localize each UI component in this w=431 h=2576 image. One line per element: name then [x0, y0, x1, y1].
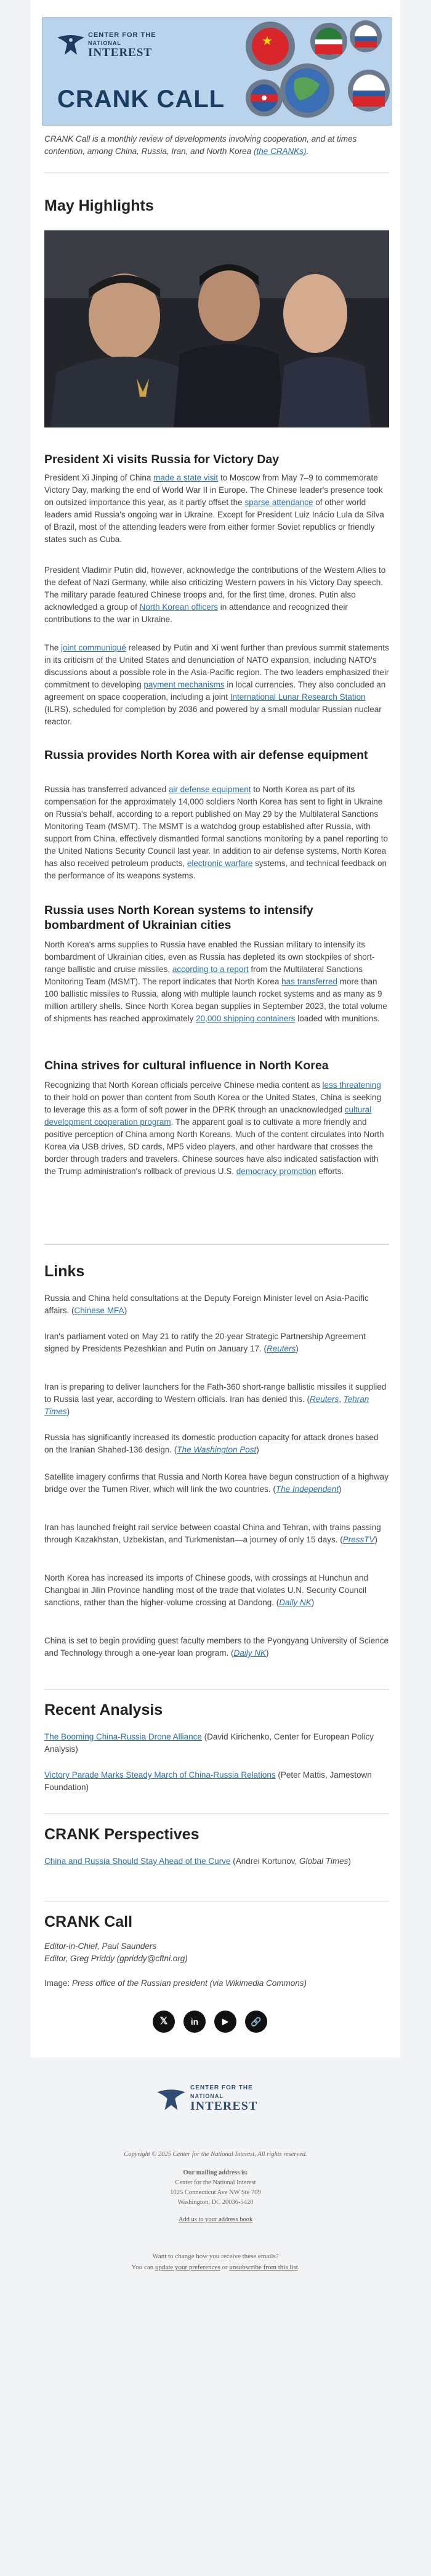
credits-heading: CRANK Call [44, 1913, 133, 1930]
section-paragraph: President Xi Jinping of China made a state visit to Moscow from May 7–9 to commemorate Victory Day, marking the end of World War II in Europe. The Chinese leader's presence took on outsized importance this year, as it partly offset the sparse attendance of other world leaders amid Russia's ongoing war in Ukraine. Except for President Luiz Inácio Lula da Silva of Brazil, most of the attending leaders were from either former Soviet republics or friendly states such as Cuba. [44, 473, 384, 544]
divider [44, 1813, 389, 1814]
section-paragraph: President Vladimir Putin did, however, acknowledge the contributions of the Western Allies to the defeat of Nazi Germany, while also criticizing Western powers in his Victory Day speech. The military parade featured Chinese troops and, for the first time, drones. Putin also acknowledged a group of North Korean officers in attendance and recognized their contributions to the war in Ukraine. [44, 565, 386, 624]
divider [44, 1689, 389, 1690]
links-item: Iran is preparing to deliver launchers for the Fath-360 short-range ballistic missiles it supplied to Russia last year, according to Western officials. Iran has denied this. (Reuters, Tehran Times) [44, 1382, 387, 1416]
source-link[interactable]: Daily NK [279, 1598, 312, 1607]
highlights-heading: May Highlights [44, 197, 154, 214]
source-link[interactable]: The Washington Post [177, 1445, 257, 1454]
footer-logo-line1: CENTER FOR THE [190, 2084, 253, 2091]
eagle-icon [56, 31, 86, 59]
source-link[interactable]: Daily NK [233, 1648, 266, 1658]
article-link[interactable]: less threatening [322, 1080, 381, 1090]
article-link[interactable]: made a state visit [153, 473, 219, 482]
article-link[interactable]: International Lunar Research Station [230, 692, 366, 702]
preferences-row: You can update your preferences or unsubscribe from this list. [131, 2264, 300, 2271]
logo-line2: NATIONAL [88, 40, 121, 46]
links-heading: Links [44, 1263, 85, 1280]
links-item: Russia and China held consultations at the Deputy Foreign Minister level on Asia-Pacific affairs. (Chinese MFA) [44, 1294, 369, 1315]
update-preferences-link[interactable]: update your preferences [155, 2264, 220, 2271]
cfni-logo [56, 29, 179, 66]
analysis-link[interactable]: The Booming China-Russia Drone Alliance [44, 1732, 202, 1741]
address-line: Center for the National Interest [175, 2179, 256, 2186]
perspectives-heading: CRANK Perspectives [44, 1826, 199, 1843]
article-link[interactable]: sparse attendance [244, 498, 313, 507]
links-item: Russia has significantly increased its domestic production capacity for attack drones based on the Iranian Shahed-136 design. (The Washington Post) [44, 1433, 379, 1454]
copyright: Copyright © 2025 Center for the National Interest, All rights reserved. [124, 2151, 307, 2158]
recent-heading: Recent Analysis [44, 1701, 163, 1719]
divider [44, 1901, 389, 1902]
recent-item: Victory Parade Marks Steady March of China-Russia Relations (Peter Mattis, Jamestown Foundation) [44, 1770, 372, 1792]
section-paragraph: North Korea's arms supplies to Russia have enabled the Russian military to intensify its bombardment of Ukrainian cities, even as Russia has depleted its own stockpiles of short-range ballistic and cruise missiles, according to a report from the Multilateral Sanctions Monitoring Team (MSMT). The report indicates that North Korea has transferred more than 100 ballistic missiles to Russia, along with multiple launch rocket systems and as many as 9 million artillery shells. Since North Korea began supplies in September 2023, the total volume of shipments has reached approximately 20,000 shipping containers loaded with munitions. [44, 940, 387, 1023]
change-prompt: Want to change how you receive these emails? [152, 2253, 279, 2260]
section-heading: Russia provides North Korea with air defense equipment [44, 748, 368, 762]
mailing-heading: Our mailing address is: [183, 2169, 248, 2176]
flag-gears-graphic [227, 18, 392, 126]
address-line: 1025 Connecticut Ave NW Ste 709 [170, 2189, 261, 2196]
perspectives-item: China and Russia Should Stay Ahead of the Curve (Andrei Kortunov, Global Times) [44, 1857, 351, 1866]
article-link[interactable]: cultural development cooperation program [44, 1105, 372, 1127]
editor-in-chief: Editor-in-Chief, Paul Saunders [44, 1942, 157, 1951]
x-icon[interactable]: 𝕏 [153, 2011, 175, 2033]
analysis-link[interactable]: Victory Parade Marks Steady March of China-Russia Relations [44, 1770, 276, 1780]
section-heading: China strives for cultural influence in North Korea [44, 1059, 329, 1072]
links-item: Iran's parliament voted on May 21 to ratify the 20-year Strategic Partnership Agreement signed by Presidents Pezeshkian and Putin on January 17. (Reuters) [44, 1332, 366, 1353]
add-address-link-row [0, 2215, 431, 2224]
article-link[interactable]: electronic warfare [187, 859, 253, 868]
recent-item: The Booming China-Russia Drone Alliance (David Kirichenko, Center for European Policy Analysis) [44, 1732, 374, 1754]
youtube-icon[interactable]: ▶ [214, 2011, 236, 2033]
intro-text [44, 133, 389, 158]
links-item: Satellite imagery confirms that Russia and North Korea have begun construction of a highway bridge over the Tumen River, which will link the two countries. (The Independent) [44, 1472, 389, 1494]
newsletter-title: CRANK CALL [57, 86, 225, 113]
source-link[interactable]: Tehran Times [44, 1395, 369, 1416]
links-item: North Korea has increased its imports of Chinese goods, with crossings at Hunchun and Changbai in Jilin Province handling most of the trade that violates U.N. Security Council sanctions, rather than the higher-volume crossing at Dandong. (Daily NK) [44, 1573, 369, 1607]
section-heading: Russia uses North Korean systems to intensify bombardment of Ukrainian cities [44, 904, 313, 932]
link-icon[interactable]: 🔗 [245, 2011, 267, 2033]
section-paragraph: Russia has transferred advanced air defense equipment to North Korea as part of its compensation for the approximately 14,000 soldiers North Korea has sent to fight in Ukraine on Russia's behalf, according to a report published on May 29 by the Multilateral Sanctions Monitoring Team (MSMT). The MSMT is a watchdog group established after Russia, with support from China, effectively dismantled formal sanctions monitoring by a panel reporting to the United Nations Security Council last year. In addition to air defense systems, North Korea has also received petroleum products, electronic warfare systems, and technical feedback on the performance of its weapons systems. [44, 785, 389, 880]
header-banner [42, 17, 392, 126]
logo-line1: CENTER FOR THE [88, 31, 156, 39]
svg-text:★: ★ [262, 33, 273, 48]
add-address-link[interactable]: Add us to your address book [178, 2216, 253, 2223]
section-heading: President Xi visits Russia for Victory Day [44, 453, 280, 466]
article-link[interactable]: air defense equipment [168, 785, 251, 794]
unsubscribe-link[interactable]: unsubscribe from this list [229, 2264, 298, 2271]
source-link[interactable]: Reuters [266, 1344, 296, 1353]
intro-body: CRANK Call is a monthly review of developments involving cooperation, and at times contention, among China, Russia, Iran, and North Korea [44, 134, 357, 156]
links-item: Iran has launched freight rail service between coastal China and Tehran, with trains passing through Kazakhstan, Uzbekistan, and Turkmenistan—a journey of only 15 days. (PressTV) [44, 1523, 381, 1544]
linkedin-icon[interactable]: in [183, 2011, 206, 2033]
intro-link[interactable]: (the CRANKs) [253, 147, 307, 156]
section-paragraph: Recognizing that North Korean officials perceive Chinese media content as less threatening to their hold on power than content from South Korea or the United States, China is seeking to leverage this as a form of soft power in the DPRK through an unacknowledged cultural development cooperation program. The apparent goal is to cultivate a more friendly and positive perception of China among North Koreans. Much of the content circulates into North Korea via USB drives, SD cards, MP5 video players, and other hardware that crosses the border through traders and travelers. Chinese sources have also indicated satisfaction with the Trump administration's rollback of previous U.S. democracy promotion efforts. [44, 1080, 384, 1176]
article-link[interactable]: North Korean officers [139, 602, 218, 612]
article-link[interactable]: joint communiqué [61, 643, 126, 652]
eagle-icon [156, 2086, 187, 2114]
hero-photo [44, 230, 389, 427]
source-link[interactable]: The Independent [275, 1484, 339, 1494]
image-credit: Image: Press office of the Russian president (via Wikimedia Commons) [44, 1979, 307, 1988]
logo-line3: INTEREST [88, 46, 153, 59]
article-link[interactable]: has transferred [281, 977, 337, 986]
editor: Editor, Greg Priddy (gpriddy@cftni.org) [44, 1954, 188, 1963]
footer [0, 2057, 431, 2576]
links-item: China is set to begin providing guest faculty members to the Pyongyang University of Science and Technology through a one-year loan program. (Daily NK) [44, 1636, 389, 1658]
article-link[interactable]: democracy promotion [236, 1167, 316, 1176]
footer-logo [156, 2082, 279, 2131]
divider [44, 172, 389, 173]
article-link[interactable]: according to a report [172, 965, 249, 974]
perspective-link[interactable]: China and Russia Should Stay Ahead of the Curve [44, 1857, 231, 1866]
article-link[interactable]: payment mechanisms [143, 680, 225, 689]
source-link[interactable]: PressTV [342, 1535, 375, 1544]
footer-logo-line2: NATIONAL [190, 2093, 224, 2099]
article-link[interactable]: 20,000 shipping containers [196, 1014, 296, 1023]
divider [44, 1244, 389, 1245]
section-paragraph: The joint communiqué released by Putin and Xi went further than previous summit statements in its criticism of the United States and denunciation of NATO expansion, including NATO's discussions about a possible role in the Asia-Pacific region. The two leaders emphasized their commitment to developing payment mechanisms in local currencies. They also concluded an agreement on space cooperation, including a joint International Lunar Research Station (ILRS), scheduled for completion by 2036 and powered by a small modular Russian nuclear reactor. [44, 643, 389, 726]
address-line: Washington, DC 20036-5420 [177, 2199, 254, 2206]
source-link[interactable]: Reuters [309, 1395, 339, 1404]
footer-logo-line3: INTEREST [190, 2099, 258, 2113]
intro-end: . [306, 147, 309, 156]
source-link[interactable]: Chinese MFA [74, 1306, 124, 1315]
